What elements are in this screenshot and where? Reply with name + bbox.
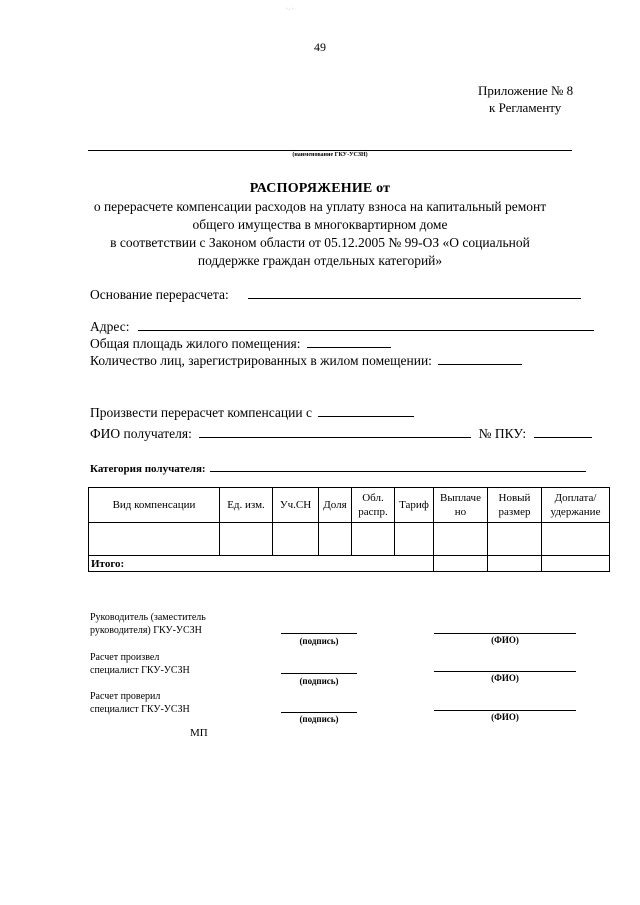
document-subtitle	[60, 198, 580, 270]
compensation-table	[88, 487, 610, 572]
table-cell[interactable]	[434, 523, 488, 556]
basis-field[interactable]	[248, 287, 581, 299]
recalc-row	[90, 405, 414, 421]
address-field[interactable]	[138, 319, 594, 331]
category-field[interactable]	[210, 462, 586, 472]
recipient-label: ФИО получателя:	[90, 426, 192, 441]
signature-label	[90, 651, 190, 677]
total-label: Итого:	[89, 556, 434, 572]
signature-label-line: Расчет произвел	[90, 652, 160, 663]
org-name-caption: (наименование ГКУ-УСЗН)	[292, 152, 368, 158]
column-header: Обл. распр.	[352, 488, 395, 523]
signature-label-line: Расчет проверил	[90, 691, 161, 702]
pku-field[interactable]	[534, 426, 592, 438]
page-number: 49	[314, 40, 326, 54]
basis-label: Основание перерасчета:	[90, 287, 229, 302]
recipient-field[interactable]	[199, 426, 471, 438]
name-caption: (ФИО)	[491, 712, 519, 722]
appendix-number: Приложение № 8	[478, 83, 574, 98]
signature-label-line: специалист ГКУ-УСЗН	[90, 704, 190, 715]
subtitle-line: общего имущества в многоквартирном доме	[192, 217, 448, 232]
document-title: РАСПОРЯЖЕНИЕ от	[249, 181, 391, 196]
table-cell[interactable]	[352, 523, 395, 556]
signature-caption: (подпись)	[299, 636, 339, 646]
recipient-row	[90, 426, 592, 442]
column-header: Ед. изм.	[220, 488, 273, 523]
name-line[interactable]	[434, 710, 576, 711]
address-label: Адрес:	[90, 319, 130, 334]
table-cell[interactable]	[220, 523, 273, 556]
signature-caption: (подпись)	[299, 714, 339, 724]
name-line[interactable]	[434, 671, 576, 672]
subtitle-line: поддержке граждан отдельных категорий»	[197, 253, 443, 268]
area-field[interactable]	[307, 336, 391, 348]
table-total-row	[89, 556, 610, 572]
scan-artifact: ·.·	[286, 6, 295, 12]
persons-field[interactable]	[438, 353, 522, 365]
column-header: Тариф	[395, 488, 434, 523]
name-caption: (ФИО)	[491, 635, 519, 645]
signature-line[interactable]	[281, 712, 357, 713]
subtitle-line: в соответствии с Законом области от 05.12.2005 № 99-ОЗ «О социальной	[110, 235, 530, 250]
basis-row	[90, 287, 581, 303]
signature-line[interactable]	[281, 633, 357, 634]
table-cell[interactable]	[542, 556, 610, 572]
column-header: Выплаче но	[434, 488, 488, 523]
signature-label-line: специалист ГКУ-УСЗН	[90, 665, 190, 676]
column-header: Уч.СН	[273, 488, 319, 523]
appendix-reference: к Регламенту	[489, 100, 562, 115]
signature-label-line: руководителя) ГКУ-УСЗН	[90, 625, 202, 636]
table-cell[interactable]	[542, 523, 610, 556]
signature-line[interactable]	[281, 673, 357, 674]
column-header: Вид компенсации	[89, 488, 220, 523]
table-cell[interactable]	[89, 523, 220, 556]
signature-caption: (подпись)	[299, 676, 339, 686]
table-cell[interactable]	[319, 523, 352, 556]
table-row	[89, 523, 610, 556]
area-label: Общая площадь жилого помещения:	[90, 336, 301, 351]
column-header: Новый размер	[488, 488, 542, 523]
persons-label: Количество лиц, зарегистрированных в жилом помещении:	[90, 353, 432, 368]
name-line[interactable]	[434, 633, 576, 634]
recalc-date-field[interactable]	[318, 405, 414, 417]
area-row	[90, 336, 391, 352]
stamp-place-label: МП	[190, 727, 208, 739]
subtitle-line: о перерасчете компенсации расходов на уплату взноса на капитальный ремонт	[93, 199, 547, 214]
signature-label-line: Руководитель (заместитель	[90, 612, 206, 623]
table-cell[interactable]	[395, 523, 434, 556]
category-label: Категория получателя:	[90, 463, 206, 475]
recalc-label: Произвести перерасчет компенсации с	[90, 405, 312, 420]
table-header-row	[89, 488, 610, 523]
table-cell[interactable]	[488, 556, 542, 572]
table-cell[interactable]	[434, 556, 488, 572]
signature-label	[90, 611, 206, 637]
column-header: Доля	[319, 488, 352, 523]
appendix-header	[478, 82, 573, 116]
signature-label	[90, 690, 190, 716]
pku-label: № ПКУ:	[478, 426, 527, 441]
category-row	[90, 462, 586, 475]
column-header: Доплата/ удержание	[542, 488, 610, 523]
name-caption: (ФИО)	[491, 673, 519, 683]
org-name-line[interactable]	[88, 150, 572, 151]
persons-row	[90, 353, 522, 369]
table-cell[interactable]	[273, 523, 319, 556]
address-row	[90, 319, 594, 335]
table-cell[interactable]	[488, 523, 542, 556]
